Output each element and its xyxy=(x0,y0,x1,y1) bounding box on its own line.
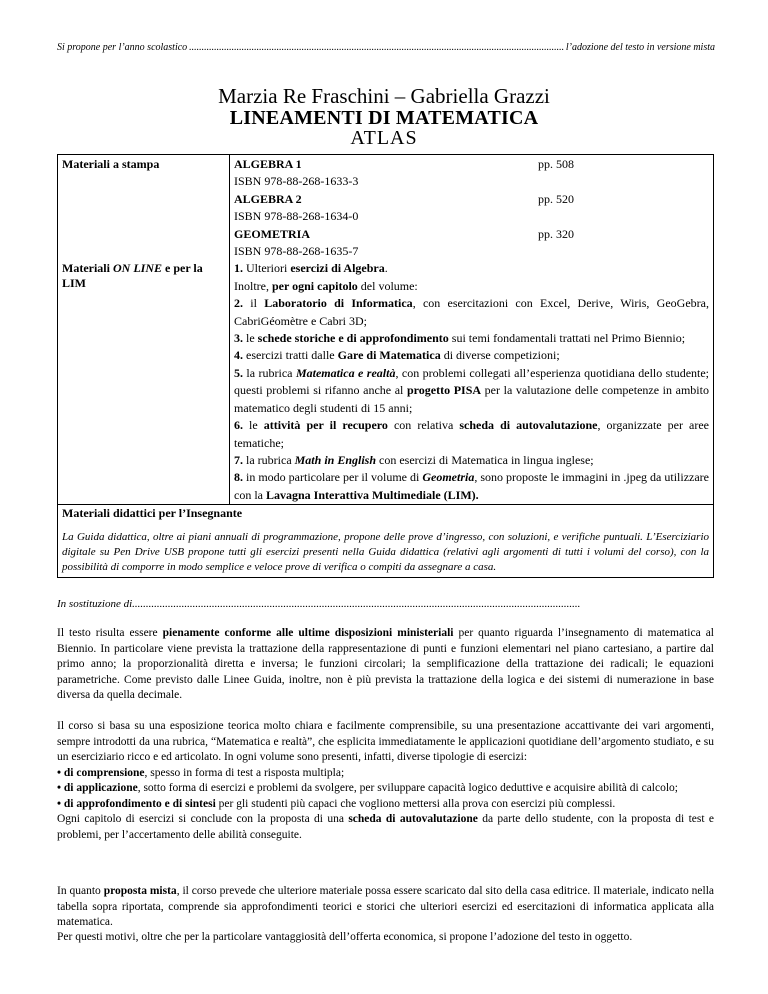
online-item-2: 2. il Laboratorio di Informatica, con esercitazioni con Excel, Derive, Wiris, GeoGebra, CabriGéomètre e Cabri 3D; xyxy=(234,296,709,328)
print-label: Materiali a stampa xyxy=(62,157,160,171)
online-item-4: 4. esercizi tratti dalle Gare di Matematica di diverse competizioni; xyxy=(234,348,560,363)
volume-isbn: ISBN 978-88-268-1634-0 xyxy=(234,209,359,224)
online-row xyxy=(58,260,714,504)
teacher-cell xyxy=(58,505,714,578)
print-row xyxy=(58,155,714,261)
exercise-type-1: • di comprensione, spesso in forma di test a risposta multipla; xyxy=(57,766,345,779)
volume-name: ALGEBRA 2 xyxy=(234,191,302,206)
volume-isbn: ISBN 978-88-268-1633-3 xyxy=(234,174,359,189)
online-item-1: 1. Ulteriori esercizi di Algebra. xyxy=(234,261,388,276)
replacement-line: In sostituzione di................................................................................................................................................................... xyxy=(57,598,581,610)
header-right: l’adozione del testo in versione mista xyxy=(565,42,715,53)
volume-pages: pp. 520 xyxy=(538,191,574,206)
volume-isbn: ISBN 978-88-268-1635-7 xyxy=(234,244,359,259)
online-item-8: 8. in modo particolare per il volume di Geometria, sono proposte le immagini in .jpeg da utilizzare con la Lavagna Interattiva Multimediale (LIM). xyxy=(234,470,709,502)
volume-name: GEOMETRIA xyxy=(234,226,311,241)
volume-row xyxy=(234,191,709,208)
exercise-type-3: • di approfondimento e di sintesi per gli studenti più capaci che vogliono mettersi alla prova con esercizi più complessi. xyxy=(57,797,616,810)
volume-pages: pp. 320 xyxy=(538,226,574,241)
course-intro: Il corso si basa su una esposizione teorica molto chiara e facilmente comprensibile, su una presentazione accattivante dei vari argomenti, sempre introdotti da una rubrica, “Matematica e realtà”, che esplicita immediatamente le applicazioni quotidiane dell’argomento studiato, e su un eserciziario ricco e ed articolato. In ogni volume sono presenti, infatti, diverse tipologie di esercizi: xyxy=(57,720,714,763)
paragraph-mixed: In quanto proposta mista, il corso prevede che ulteriore materiale possa essere scaricato dal sito della casa editrice. Il materiale, indicato nella tabella sopra riportata, comprende sia approfondimenti teorici e storici che ulteriori esercizi ed esercitazioni di informatica applicata alla matematica. xyxy=(57,885,714,928)
online-item-3: 3. le schede storiche e di approfondimento sui temi fondamentali trattati nel Primo Biennio; xyxy=(234,331,686,346)
online-materials-cell xyxy=(230,260,714,504)
volume-name: ALGEBRA 1 xyxy=(234,157,302,171)
course-ending: Ogni capitolo di esercizi si conclude con la proposta di una scheda di autovalutazione da parte dello studente, con la proposta di test e problemi, per l’accertamento delle abilità conseguite. xyxy=(57,813,715,841)
teacher-label: Materiali didattici per l’Insegnante xyxy=(62,506,243,521)
paragraph-conclusion: Per questi motivi, oltre che per la particolare vantaggiosità dell’offerta economica, si propone l’adozione del testo in oggetto. xyxy=(57,931,633,943)
volume-pages: pp. 508 xyxy=(538,157,574,171)
paragraph-conformity: Il testo risulta essere pienamente conforme alle ultime disposizioni ministeriali per quanto riguarda l’insegnamento di matematica al Biennio. In particolare viene prevista la trattazione della rappresentazione di punti e funzioni elementari nel piano cartesiano, a partire dal primo anno; la proporzionalità diretta e inversa; le funzioni circolari; la semplificazione della trattazione dei radicali; le equazioni parametriche. Come previsto dalle Linee Guida, inoltre, non è più prevista la trattazione della logica e dei sistemi di numerazione in base diversa da quella decimale. xyxy=(57,627,714,701)
book-authors: Marzia Re Fraschini – Gabriella Grazzi xyxy=(218,84,550,108)
materials-table xyxy=(57,154,714,578)
teacher-text: La Guida didattica, oltre ai piani annuali di programmazione, propone delle prove d’ingresso, con soluzioni, e verifiche puntuali. L’Eserciziario digitale su Pen Drive USB propone tutti gli esercizi presenti nella Guida didattica (relativi agli argomenti di tutti i volumi del corso), con la possibilità di comporre in modo semplice e veloce prove di verifica o compiti da assegnare a casa. xyxy=(62,531,709,574)
print-volumes-cell xyxy=(230,155,714,261)
header-line xyxy=(57,42,715,53)
header-dotted-fill xyxy=(189,42,564,53)
print-label-cell xyxy=(58,155,230,261)
online-intro: Inoltre, per ogni capitolo del volume: xyxy=(234,278,418,293)
online-label-cell xyxy=(58,260,230,504)
volume-row xyxy=(234,226,709,243)
online-item-6: 6. le attività per il recupero con relativa scheda di autovalutazione, organizzate per aree tematiche; xyxy=(234,418,710,450)
online-label: Materiali ON LINE e per la LIM xyxy=(62,261,203,291)
book-title: LINEAMENTI DI MATEMATICA xyxy=(229,107,539,129)
exercise-type-2: • di applicazione, sotto forma di esercizi e problemi da svolgere, per sviluppare capacità logico deduttive e acquisire abilità di calcolo; xyxy=(57,782,679,794)
online-item-7: 7. la rubrica Math in English con esercizi di Matematica in lingua inglese; xyxy=(234,452,594,467)
header-left: Si propone per l’anno scolastico xyxy=(57,42,188,53)
volume-row xyxy=(234,156,709,173)
paragraph-course xyxy=(57,719,714,843)
teacher-row xyxy=(58,505,714,578)
online-item-5: 5. la rubrica Matematica e realtà, con problemi collegati all’esperienza quotidiana dello studente; questi problemi si rifanno anche al progetto PISA per la valutazione delle competenze in ambito matematico degli studenti di 15 anni; xyxy=(234,365,710,415)
book-publisher: ATLAS xyxy=(350,127,418,149)
